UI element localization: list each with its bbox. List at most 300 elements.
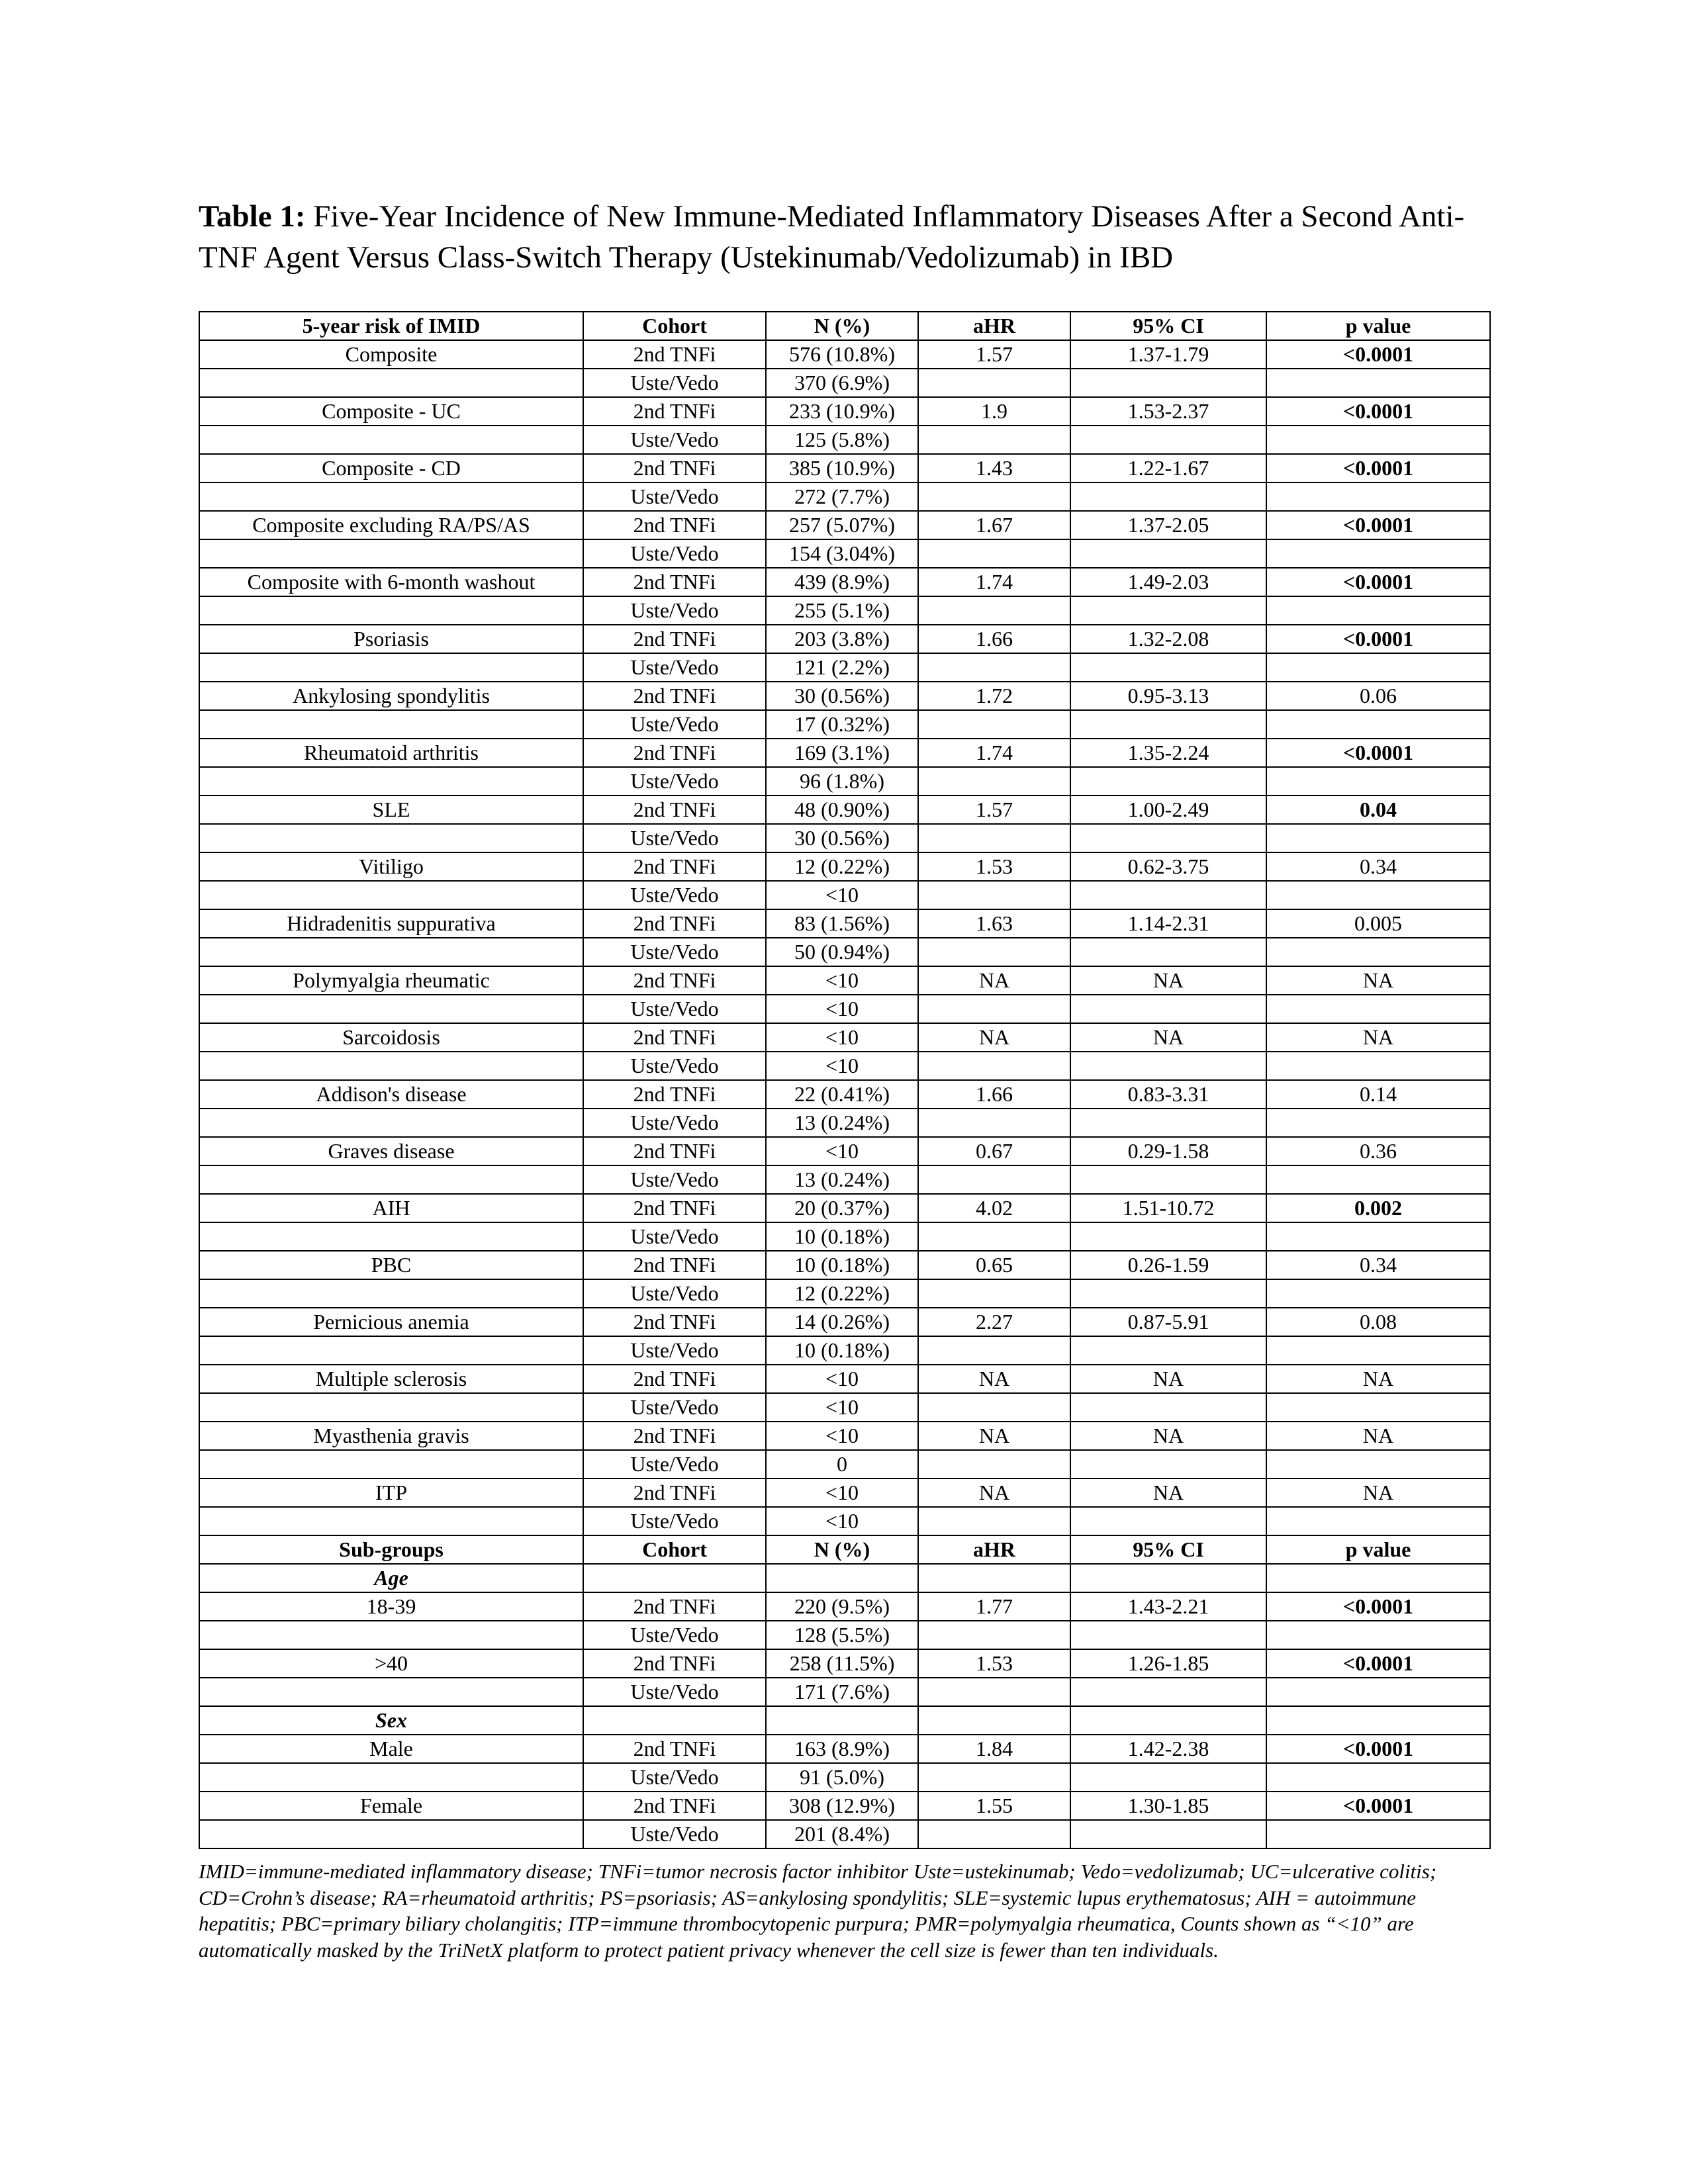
subgroup-label: Age bbox=[199, 1564, 583, 1592]
n-percent-cell: <10 bbox=[766, 1137, 918, 1165]
table-row bbox=[199, 1507, 1490, 1535]
ci-cell: 0.29-1.58 bbox=[1070, 1137, 1266, 1165]
n-percent-cell: 50 (0.94%) bbox=[766, 938, 918, 966]
p-value-cell bbox=[1266, 369, 1490, 397]
table-row bbox=[199, 852, 1490, 881]
empty-cell bbox=[1070, 1706, 1266, 1735]
ahr-cell: 4.02 bbox=[918, 1194, 1070, 1222]
p-value-cell bbox=[1266, 539, 1490, 568]
p-value-cell: <0.0001 bbox=[1266, 340, 1490, 369]
subgroup-header-row bbox=[199, 1535, 1490, 1564]
cohort-cell: 2nd TNFi bbox=[583, 909, 766, 938]
empty-cell bbox=[918, 1564, 1070, 1592]
n-percent-cell: 171 (7.6%) bbox=[766, 1678, 918, 1706]
ahr-cell: 1.55 bbox=[918, 1792, 1070, 1820]
table-row bbox=[199, 1393, 1490, 1422]
ci-cell bbox=[1070, 1763, 1266, 1792]
table-row bbox=[199, 1820, 1490, 1848]
p-value-cell: NA bbox=[1266, 966, 1490, 995]
outcome-name-cell: Rheumatoid arthritis bbox=[199, 739, 583, 767]
table-row bbox=[199, 995, 1490, 1023]
table-row bbox=[199, 482, 1490, 511]
outcome-name-cell: Sarcoidosis bbox=[199, 1023, 583, 1052]
cohort-cell: Uste/Vedo bbox=[583, 369, 766, 397]
cohort-cell: 2nd TNFi bbox=[583, 1023, 766, 1052]
cohort-cell: Uste/Vedo bbox=[583, 1621, 766, 1649]
n-percent-cell: <10 bbox=[766, 1507, 918, 1535]
outcome-name-cell bbox=[199, 1450, 583, 1479]
p-value-cell: NA bbox=[1266, 1023, 1490, 1052]
table-row bbox=[199, 1621, 1490, 1649]
table-row bbox=[199, 1194, 1490, 1222]
p-value-cell bbox=[1266, 1165, 1490, 1194]
column-header: p value bbox=[1266, 1535, 1490, 1564]
empty-cell bbox=[918, 1706, 1070, 1735]
table-row bbox=[199, 767, 1490, 796]
outcome-name-cell bbox=[199, 881, 583, 909]
p-value-cell bbox=[1266, 710, 1490, 739]
p-value-cell: 0.14 bbox=[1266, 1080, 1490, 1109]
cohort-cell: Uste/Vedo bbox=[583, 1507, 766, 1535]
n-percent-cell: 154 (3.04%) bbox=[766, 539, 918, 568]
p-value-cell: 0.04 bbox=[1266, 796, 1490, 824]
table-row bbox=[199, 1222, 1490, 1251]
n-percent-cell: <10 bbox=[766, 881, 918, 909]
outcome-name-cell bbox=[199, 1393, 583, 1422]
p-value-cell: <0.0001 bbox=[1266, 1792, 1490, 1820]
outcome-name-cell bbox=[199, 995, 583, 1023]
ci-cell: 0.95-3.13 bbox=[1070, 682, 1266, 710]
ci-cell: 1.53-2.37 bbox=[1070, 397, 1266, 426]
p-value-cell bbox=[1266, 1336, 1490, 1365]
n-percent-cell: 22 (0.41%) bbox=[766, 1080, 918, 1109]
p-value-cell: <0.0001 bbox=[1266, 568, 1490, 596]
outcome-name-cell: Ankylosing spondylitis bbox=[199, 682, 583, 710]
p-value-cell bbox=[1266, 1450, 1490, 1479]
ci-cell bbox=[1070, 1165, 1266, 1194]
p-value-cell bbox=[1266, 995, 1490, 1023]
p-value-cell bbox=[1266, 1820, 1490, 1848]
n-percent-cell: 10 (0.18%) bbox=[766, 1251, 918, 1279]
n-percent-cell: 96 (1.8%) bbox=[766, 767, 918, 796]
column-header: 95% CI bbox=[1070, 312, 1266, 340]
cohort-cell: Uste/Vedo bbox=[583, 938, 766, 966]
table-row bbox=[199, 1479, 1490, 1507]
ci-cell: 1.37-1.79 bbox=[1070, 340, 1266, 369]
outcome-name-cell: Multiple sclerosis bbox=[199, 1365, 583, 1393]
cohort-cell: 2nd TNFi bbox=[583, 1308, 766, 1336]
p-value-cell: 0.08 bbox=[1266, 1308, 1490, 1336]
p-value-cell bbox=[1266, 482, 1490, 511]
ci-cell: NA bbox=[1070, 1023, 1266, 1052]
cohort-cell: Uste/Vedo bbox=[583, 1393, 766, 1422]
table-row bbox=[199, 1592, 1490, 1621]
table-row bbox=[199, 682, 1490, 710]
table-row bbox=[199, 1080, 1490, 1109]
table-row bbox=[199, 568, 1490, 596]
table-footnote: IMID=immune-mediated inflammatory disease; TNFi=tumor necrosis factor inhibitor Uste=ustekinumab; Vedo=vedolizumab; UC=ulcerative colitis; CD=Crohn’s disease; RA=rheumatoid arthritis; PS=psoriasis; AS=ankylosing spondylitis; SLE=systemic lupus erythematosus; AIH = autoimmune hepatitis; PBC=primary biliary cholangitis; ITP=immune thrombocytopenic purpura; PMR=polymyalgia rheumatica, Counts shown as “<10” are automatically masked by the TriNetX platform to protect patient privacy whenever the cell size is fewer than ten individuals. bbox=[199, 1860, 1437, 1962]
cohort-cell: Uste/Vedo bbox=[583, 1678, 766, 1706]
n-percent-cell: 83 (1.56%) bbox=[766, 909, 918, 938]
ci-cell bbox=[1070, 710, 1266, 739]
p-value-cell bbox=[1266, 1678, 1490, 1706]
table-row bbox=[199, 1365, 1490, 1393]
ahr-cell bbox=[918, 539, 1070, 568]
ahr-cell: 0.65 bbox=[918, 1251, 1070, 1279]
cohort-cell: Uste/Vedo bbox=[583, 1279, 766, 1308]
ci-cell: 0.83-3.31 bbox=[1070, 1080, 1266, 1109]
p-value-cell bbox=[1266, 1621, 1490, 1649]
ahr-cell: 1.53 bbox=[918, 1649, 1070, 1678]
outcome-name-cell bbox=[199, 1763, 583, 1792]
ahr-cell: 2.27 bbox=[918, 1308, 1070, 1336]
ahr-cell: 1.67 bbox=[918, 511, 1070, 539]
ahr-cell bbox=[918, 369, 1070, 397]
n-percent-cell: <10 bbox=[766, 1052, 918, 1080]
n-percent-cell: <10 bbox=[766, 966, 918, 995]
outcome-name-cell bbox=[199, 653, 583, 682]
column-header: aHR bbox=[918, 1535, 1070, 1564]
n-percent-cell: 30 (0.56%) bbox=[766, 682, 918, 710]
cohort-cell: Uste/Vedo bbox=[583, 539, 766, 568]
table-row bbox=[199, 596, 1490, 625]
p-value-cell bbox=[1266, 1763, 1490, 1792]
table-row bbox=[199, 625, 1490, 653]
ci-cell: 1.26-1.85 bbox=[1070, 1649, 1266, 1678]
n-percent-cell: 201 (8.4%) bbox=[766, 1820, 918, 1848]
n-percent-cell: 10 (0.18%) bbox=[766, 1222, 918, 1251]
column-header: Cohort bbox=[583, 312, 766, 340]
table-row bbox=[199, 1251, 1490, 1279]
ci-cell bbox=[1070, 1621, 1266, 1649]
outcome-name-cell bbox=[199, 938, 583, 966]
outcome-name-cell bbox=[199, 1165, 583, 1194]
cohort-cell: Uste/Vedo bbox=[583, 482, 766, 511]
p-value-cell bbox=[1266, 653, 1490, 682]
ci-cell bbox=[1070, 1393, 1266, 1422]
p-value-cell: <0.0001 bbox=[1266, 739, 1490, 767]
cohort-cell: Uste/Vedo bbox=[583, 710, 766, 739]
p-value-cell bbox=[1266, 426, 1490, 454]
outcome-name-cell bbox=[199, 1052, 583, 1080]
p-value-cell: <0.0001 bbox=[1266, 625, 1490, 653]
p-value-cell bbox=[1266, 767, 1490, 796]
ahr-cell bbox=[918, 1621, 1070, 1649]
n-percent-cell: 13 (0.24%) bbox=[766, 1165, 918, 1194]
n-percent-cell: 308 (12.9%) bbox=[766, 1792, 918, 1820]
n-percent-cell: 30 (0.56%) bbox=[766, 824, 918, 852]
ahr-cell: 1.9 bbox=[918, 397, 1070, 426]
p-value-cell bbox=[1266, 1507, 1490, 1535]
table-row bbox=[199, 454, 1490, 482]
n-percent-cell: 233 (10.9%) bbox=[766, 397, 918, 426]
empty-cell bbox=[1266, 1706, 1490, 1735]
ci-cell bbox=[1070, 1678, 1266, 1706]
table-row bbox=[199, 909, 1490, 938]
table-row bbox=[199, 710, 1490, 739]
outcome-name-cell: ITP bbox=[199, 1479, 583, 1507]
ahr-cell bbox=[918, 710, 1070, 739]
outcome-name-cell: PBC bbox=[199, 1251, 583, 1279]
ci-cell bbox=[1070, 653, 1266, 682]
outcome-name-cell bbox=[199, 1507, 583, 1535]
n-percent-cell: 576 (10.8%) bbox=[766, 340, 918, 369]
n-percent-cell: 12 (0.22%) bbox=[766, 852, 918, 881]
table-row bbox=[199, 881, 1490, 909]
ahr-cell: NA bbox=[918, 1479, 1070, 1507]
ahr-cell bbox=[918, 482, 1070, 511]
ci-cell: 1.49-2.03 bbox=[1070, 568, 1266, 596]
ahr-cell: 1.74 bbox=[918, 568, 1070, 596]
outcome-name-cell: Addison's disease bbox=[199, 1080, 583, 1109]
cohort-cell: Uste/Vedo bbox=[583, 1763, 766, 1792]
ci-cell: 1.22-1.67 bbox=[1070, 454, 1266, 482]
table-row bbox=[199, 1678, 1490, 1706]
ci-cell bbox=[1070, 1507, 1266, 1535]
n-percent-cell: 13 (0.24%) bbox=[766, 1109, 918, 1137]
cohort-cell: 2nd TNFi bbox=[583, 568, 766, 596]
outcome-name-cell bbox=[199, 1222, 583, 1251]
outcome-name-cell bbox=[199, 539, 583, 568]
n-percent-cell: 121 (2.2%) bbox=[766, 653, 918, 682]
ahr-cell bbox=[918, 767, 1070, 796]
ci-cell bbox=[1070, 539, 1266, 568]
table-row bbox=[199, 1023, 1490, 1052]
cohort-cell: Uste/Vedo bbox=[583, 426, 766, 454]
cohort-cell: Uste/Vedo bbox=[583, 995, 766, 1023]
ahr-cell bbox=[918, 1450, 1070, 1479]
cohort-cell: 2nd TNFi bbox=[583, 966, 766, 995]
p-value-cell bbox=[1266, 881, 1490, 909]
table-row bbox=[199, 1763, 1490, 1792]
table-title-text: Five-Year Incidence of New Immune-Mediated Inflammatory Diseases After a Second Anti-TNF Agent Versus Class-Switch Therapy (Ustekinumab/Vedolizumab) in IBD bbox=[199, 199, 1465, 275]
cohort-cell: Uste/Vedo bbox=[583, 767, 766, 796]
ahr-cell: NA bbox=[918, 1023, 1070, 1052]
table-row bbox=[199, 1735, 1490, 1763]
ahr-cell: 1.66 bbox=[918, 1080, 1070, 1109]
column-header: Sub-groups bbox=[199, 1535, 583, 1564]
outcome-name-cell: Polymyalgia rheumatic bbox=[199, 966, 583, 995]
cohort-cell: 2nd TNFi bbox=[583, 340, 766, 369]
n-percent-cell: <10 bbox=[766, 1393, 918, 1422]
ahr-cell: 1.74 bbox=[918, 739, 1070, 767]
outcome-name-cell bbox=[199, 710, 583, 739]
ci-cell: 1.35-2.24 bbox=[1070, 739, 1266, 767]
cohort-cell: 2nd TNFi bbox=[583, 1592, 766, 1621]
ahr-cell: 1.72 bbox=[918, 682, 1070, 710]
n-percent-cell: 17 (0.32%) bbox=[766, 710, 918, 739]
header-row bbox=[199, 312, 1490, 340]
n-percent-cell: 258 (11.5%) bbox=[766, 1649, 918, 1678]
outcome-name-cell: Vitiligo bbox=[199, 852, 583, 881]
ci-cell: NA bbox=[1070, 1479, 1266, 1507]
subgroup-label-row bbox=[199, 1706, 1490, 1735]
subgroup-label-row bbox=[199, 1564, 1490, 1592]
cohort-cell: 2nd TNFi bbox=[583, 1735, 766, 1763]
ci-cell bbox=[1070, 482, 1266, 511]
n-percent-cell: 125 (5.8%) bbox=[766, 426, 918, 454]
ci-cell: 1.14-2.31 bbox=[1070, 909, 1266, 938]
n-percent-cell: 370 (6.9%) bbox=[766, 369, 918, 397]
p-value-cell: 0.34 bbox=[1266, 1251, 1490, 1279]
table-title bbox=[199, 196, 1489, 278]
column-header: Cohort bbox=[583, 1535, 766, 1564]
column-header: 95% CI bbox=[1070, 1535, 1266, 1564]
table-row bbox=[199, 340, 1490, 369]
ahr-cell bbox=[918, 1820, 1070, 1848]
ci-cell: 1.32-2.08 bbox=[1070, 625, 1266, 653]
n-percent-cell: <10 bbox=[766, 1023, 918, 1052]
outcome-name-cell: 18-39 bbox=[199, 1592, 583, 1621]
table-row bbox=[199, 796, 1490, 824]
column-header: N (%) bbox=[766, 312, 918, 340]
p-value-cell: <0.0001 bbox=[1266, 511, 1490, 539]
cohort-cell: 2nd TNFi bbox=[583, 1365, 766, 1393]
ahr-cell bbox=[918, 596, 1070, 625]
ahr-cell: NA bbox=[918, 1365, 1070, 1393]
ci-cell: NA bbox=[1070, 1365, 1266, 1393]
p-value-cell: 0.36 bbox=[1266, 1137, 1490, 1165]
subgroup-label: Sex bbox=[199, 1706, 583, 1735]
table-row bbox=[199, 824, 1490, 852]
outcome-name-cell: AIH bbox=[199, 1194, 583, 1222]
cohort-cell: 2nd TNFi bbox=[583, 739, 766, 767]
outcome-name-cell bbox=[199, 426, 583, 454]
table-row bbox=[199, 1137, 1490, 1165]
empty-cell bbox=[1266, 1564, 1490, 1592]
ahr-cell: 1.53 bbox=[918, 852, 1070, 881]
ci-cell bbox=[1070, 1336, 1266, 1365]
results-table-body bbox=[199, 312, 1490, 1848]
ci-cell: 1.30-1.85 bbox=[1070, 1792, 1266, 1820]
cohort-cell: 2nd TNFi bbox=[583, 1137, 766, 1165]
cohort-cell: Uste/Vedo bbox=[583, 824, 766, 852]
table-row bbox=[199, 1165, 1490, 1194]
table-row bbox=[199, 1279, 1490, 1308]
outcome-name-cell bbox=[199, 1678, 583, 1706]
table-row bbox=[199, 1308, 1490, 1336]
n-percent-cell: 0 bbox=[766, 1450, 918, 1479]
column-header: 5-year risk of IMID bbox=[199, 312, 583, 340]
ci-cell: 1.00-2.49 bbox=[1070, 796, 1266, 824]
p-value-cell: 0.06 bbox=[1266, 682, 1490, 710]
outcome-name-cell: Myasthenia gravis bbox=[199, 1422, 583, 1450]
cohort-cell: Uste/Vedo bbox=[583, 1165, 766, 1194]
cohort-cell: Uste/Vedo bbox=[583, 1336, 766, 1365]
table-row bbox=[199, 1109, 1490, 1137]
outcome-name-cell bbox=[199, 1820, 583, 1848]
ci-cell bbox=[1070, 938, 1266, 966]
empty-cell bbox=[766, 1564, 918, 1592]
ahr-cell bbox=[918, 1507, 1070, 1535]
outcome-name-cell: Female bbox=[199, 1792, 583, 1820]
cohort-cell: 2nd TNFi bbox=[583, 1080, 766, 1109]
cohort-cell: 2nd TNFi bbox=[583, 796, 766, 824]
ci-cell bbox=[1070, 1820, 1266, 1848]
outcome-name-cell: >40 bbox=[199, 1649, 583, 1678]
empty-cell bbox=[1070, 1564, 1266, 1592]
outcome-name-cell: SLE bbox=[199, 796, 583, 824]
ahr-cell: 1.57 bbox=[918, 796, 1070, 824]
cohort-cell: Uste/Vedo bbox=[583, 1052, 766, 1080]
table-row bbox=[199, 369, 1490, 397]
ahr-cell bbox=[918, 1052, 1070, 1080]
n-percent-cell: 163 (8.9%) bbox=[766, 1735, 918, 1763]
ci-cell: 1.51-10.72 bbox=[1070, 1194, 1266, 1222]
table-row bbox=[199, 539, 1490, 568]
outcome-name-cell bbox=[199, 824, 583, 852]
outcome-name-cell bbox=[199, 1621, 583, 1649]
table-row bbox=[199, 1792, 1490, 1820]
n-percent-cell: 255 (5.1%) bbox=[766, 596, 918, 625]
ci-cell bbox=[1070, 881, 1266, 909]
ci-cell bbox=[1070, 1279, 1266, 1308]
n-percent-cell: 128 (5.5%) bbox=[766, 1621, 918, 1649]
n-percent-cell: <10 bbox=[766, 1479, 918, 1507]
outcome-name-cell: Composite - UC bbox=[199, 397, 583, 426]
ahr-cell bbox=[918, 653, 1070, 682]
cohort-cell: 2nd TNFi bbox=[583, 454, 766, 482]
outcome-name-cell: Composite bbox=[199, 340, 583, 369]
cohort-cell: 2nd TNFi bbox=[583, 625, 766, 653]
p-value-cell: 0.34 bbox=[1266, 852, 1490, 881]
ci-cell: 0.26-1.59 bbox=[1070, 1251, 1266, 1279]
outcome-name-cell bbox=[199, 1279, 583, 1308]
ahr-cell: NA bbox=[918, 966, 1070, 995]
cohort-cell: 2nd TNFi bbox=[583, 852, 766, 881]
column-header: aHR bbox=[918, 312, 1070, 340]
ci-cell: 0.62-3.75 bbox=[1070, 852, 1266, 881]
cohort-cell: Uste/Vedo bbox=[583, 1450, 766, 1479]
outcome-name-cell bbox=[199, 596, 583, 625]
outcome-name-cell bbox=[199, 767, 583, 796]
ci-cell: 0.87-5.91 bbox=[1070, 1308, 1266, 1336]
cohort-cell: 2nd TNFi bbox=[583, 1649, 766, 1678]
n-percent-cell: 48 (0.90%) bbox=[766, 796, 918, 824]
column-header: N (%) bbox=[766, 1535, 918, 1564]
p-value-cell bbox=[1266, 1109, 1490, 1137]
ahr-cell: 1.57 bbox=[918, 340, 1070, 369]
ci-cell: NA bbox=[1070, 1422, 1266, 1450]
ahr-cell: NA bbox=[918, 1422, 1070, 1450]
p-value-cell bbox=[1266, 1279, 1490, 1308]
p-value-cell bbox=[1266, 1052, 1490, 1080]
cohort-cell: 2nd TNFi bbox=[583, 397, 766, 426]
ahr-cell bbox=[918, 1763, 1070, 1792]
ahr-cell bbox=[918, 1279, 1070, 1308]
outcome-name-cell: Hidradenitis suppurativa bbox=[199, 909, 583, 938]
ci-cell bbox=[1070, 767, 1266, 796]
ci-cell bbox=[1070, 1109, 1266, 1137]
table-row bbox=[199, 511, 1490, 539]
table-row bbox=[199, 1450, 1490, 1479]
empty-cell bbox=[583, 1564, 766, 1592]
n-percent-cell: 10 (0.18%) bbox=[766, 1336, 918, 1365]
ahr-cell bbox=[918, 881, 1070, 909]
table-row bbox=[199, 938, 1490, 966]
p-value-cell: <0.0001 bbox=[1266, 1735, 1490, 1763]
ci-cell: NA bbox=[1070, 966, 1266, 995]
empty-cell bbox=[583, 1706, 766, 1735]
n-percent-cell: 385 (10.9%) bbox=[766, 454, 918, 482]
ahr-cell: 1.63 bbox=[918, 909, 1070, 938]
table-row bbox=[199, 1422, 1490, 1450]
cohort-cell: Uste/Vedo bbox=[583, 1222, 766, 1251]
outcome-name-cell: Pernicious anemia bbox=[199, 1308, 583, 1336]
cohort-cell: 2nd TNFi bbox=[583, 511, 766, 539]
cohort-cell: Uste/Vedo bbox=[583, 653, 766, 682]
outcome-name-cell: Composite with 6-month washout bbox=[199, 568, 583, 596]
